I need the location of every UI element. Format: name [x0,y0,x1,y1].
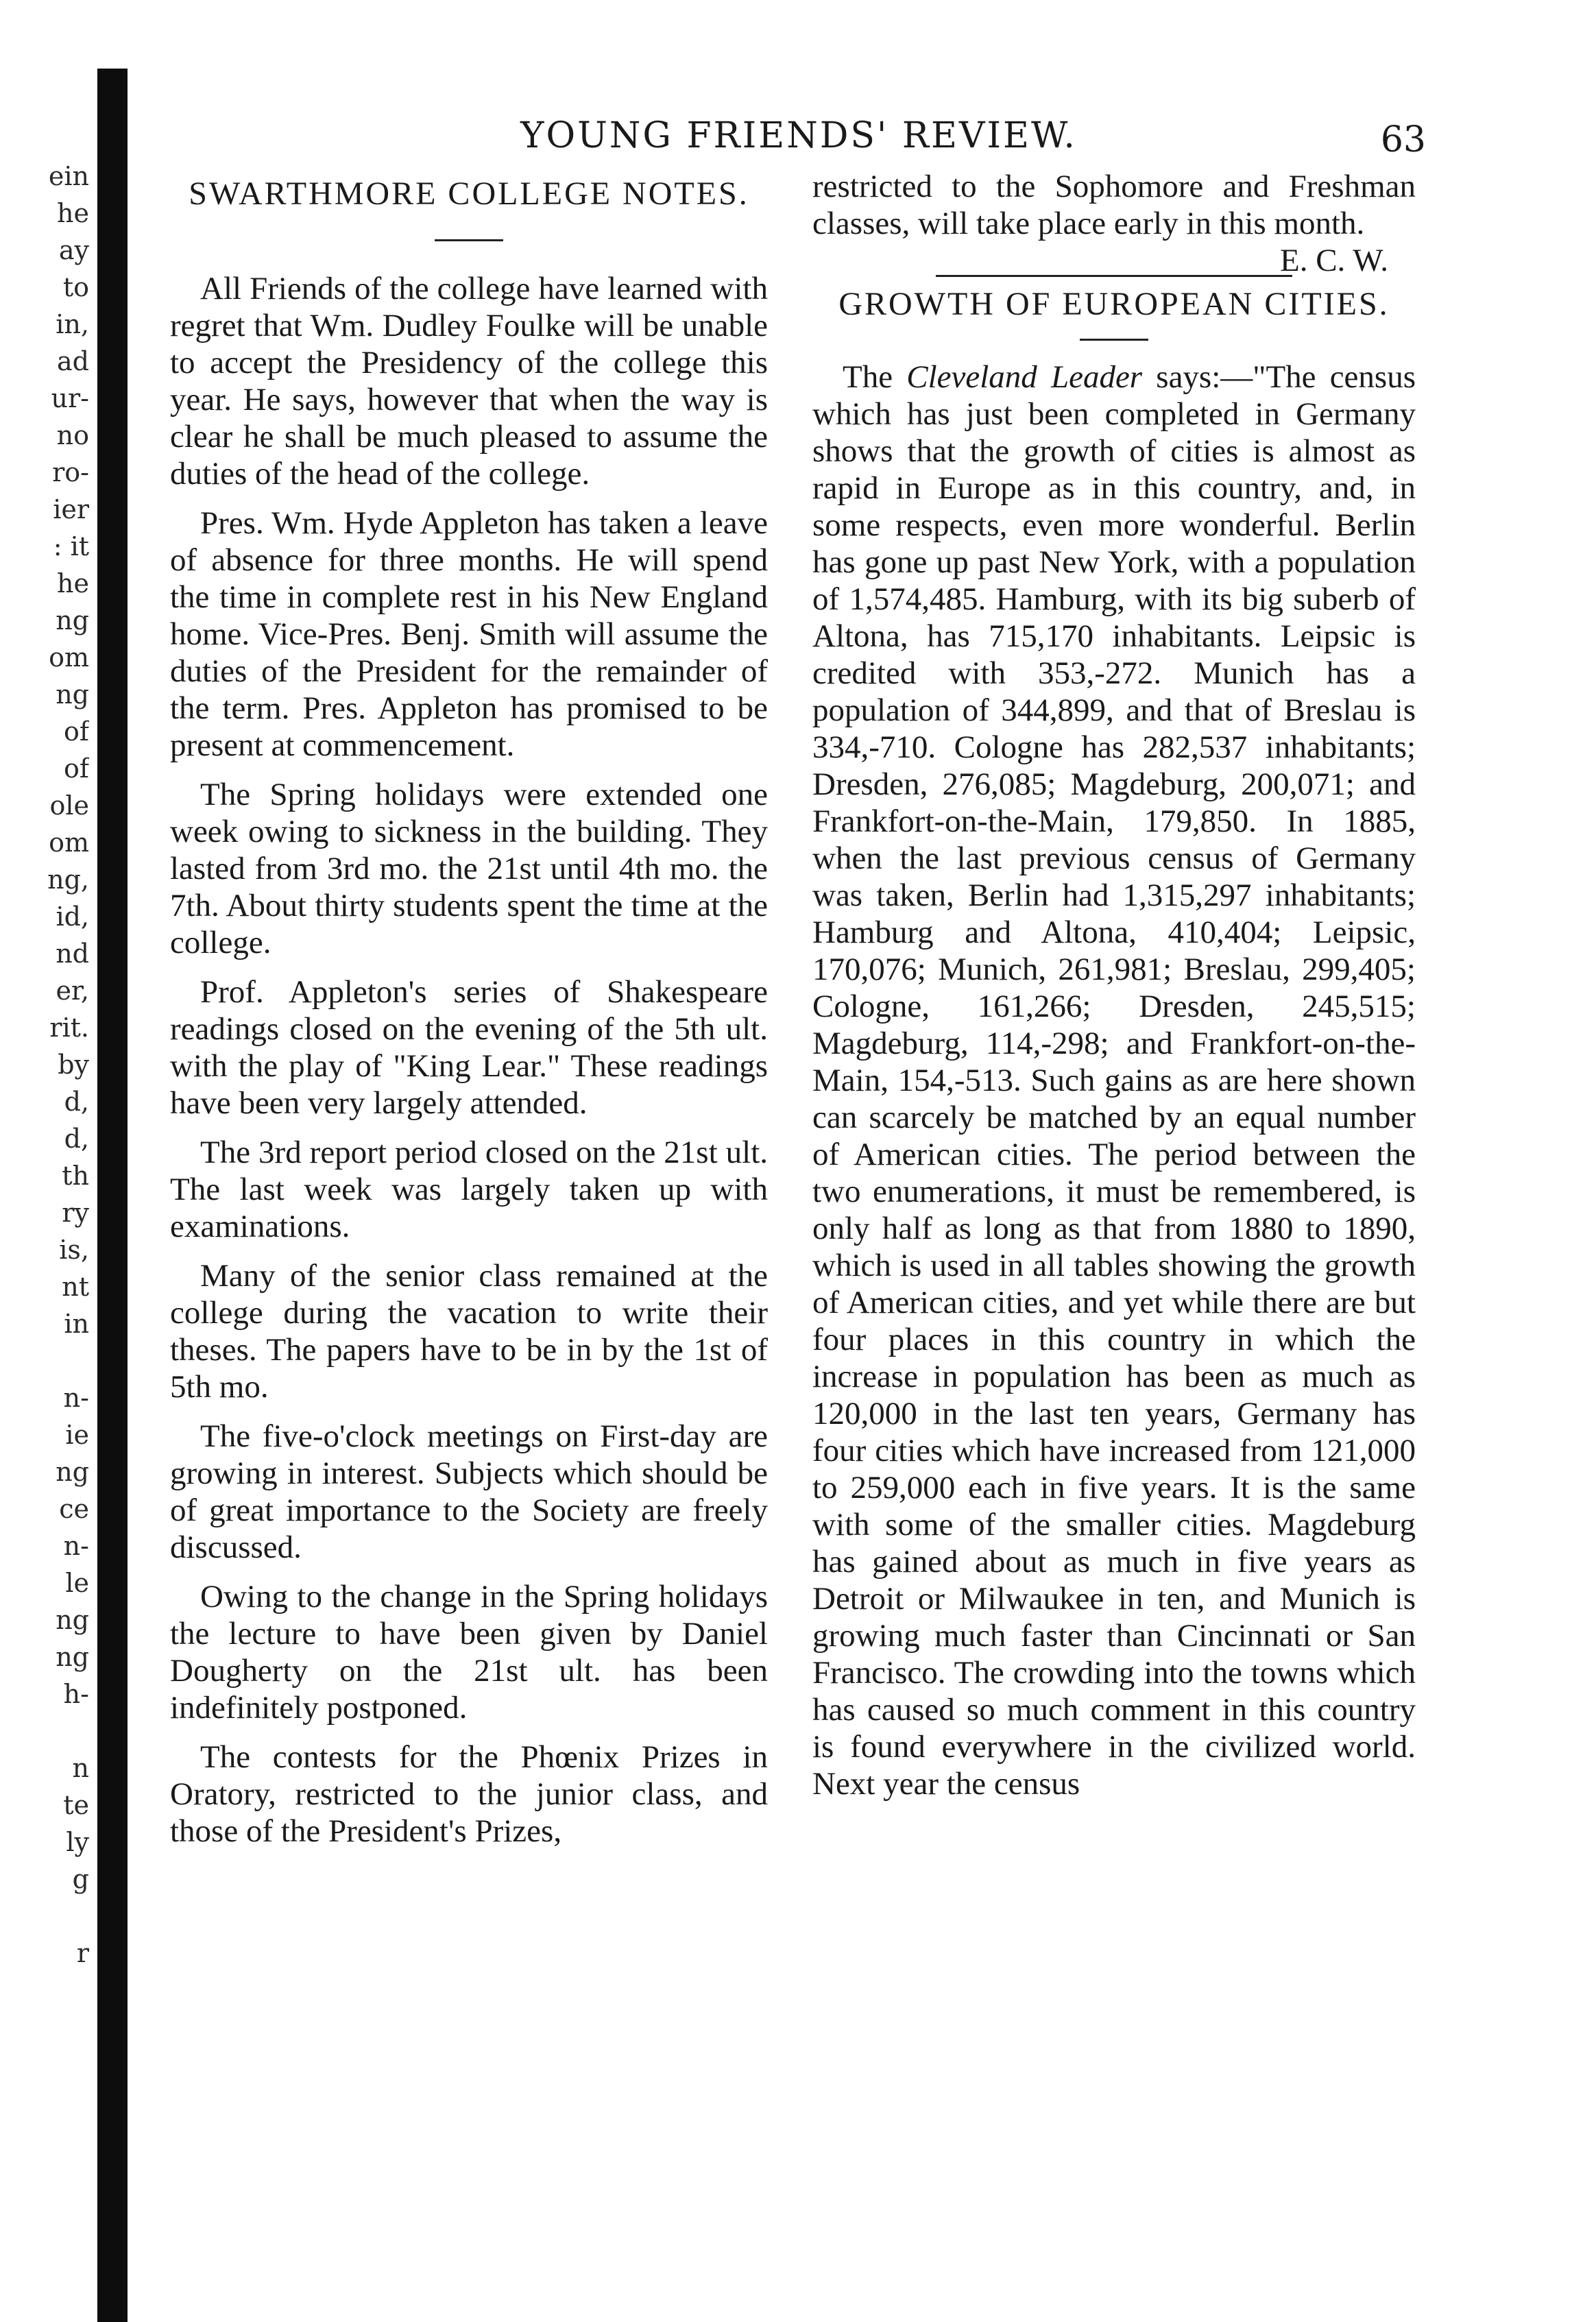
margin-fragment: om [49,642,89,673]
margin-fragment: ly [66,1827,89,1857]
facing-page-margin-text [0,158,89,2083]
margin-fragment [0,1342,89,1379]
margin-fragment: ole [49,790,89,821]
margin-fragment [0,1972,89,2009]
note-paragraph: The Spring holidays were extended one week owing to sickness in the building. They lasted from 3rd mo. the 21st until 4th mo. the 7th. About thirty students spent the time at the college. [170,777,768,960]
margin-fragment: he [57,198,89,228]
margin-fragment: te [63,1790,89,1820]
note-paragraph: The contests for the Phœnix Prizes in Oratory, restricted to the junior class, and those of the President's Prizes, [170,1739,768,1849]
margin-fragment: to [62,272,89,302]
margin-fragment: he [57,568,89,598]
margin-fragment: of [64,753,89,784]
note-paragraph: Owing to the change in the Spring holidays the lecture to have been given by Daniel Dougherty on the 21st ult. has been indefinitely postponed. [170,1579,768,1726]
margin-fragment: no [56,420,89,450]
margin-fragment: le [65,1568,89,1598]
margin-fragment [0,2009,89,2046]
margin-fragment: ng [56,605,89,636]
margin-fragment: of [64,716,89,747]
margin-fragment: ng [56,1457,89,1487]
margin-fragment: n- [63,1383,89,1413]
margin-fragment: in [64,1309,89,1339]
section-title-european-cities: GROWTH OF EUROPEAN CITIES. [838,286,1390,322]
margin-fragment: ad [57,346,89,376]
margin-fragment: ng, [47,864,89,895]
margin-fragment: h- [63,1679,89,1709]
margin-fragment: ur- [51,383,89,413]
page-number: 63 [1380,119,1426,160]
margin-fragment: ry [62,1198,89,1228]
continuation-text: restricted to the Sophomore and Freshman classes, will take place early in this month. [812,169,1416,241]
article-divider [936,275,1292,277]
margin-fragment: ro- [52,457,89,487]
college-notes-body [170,270,768,1850]
margin-fragment [0,2046,89,2083]
margin-fragment: ce [59,1494,89,1524]
margin-fragment: n [72,1753,89,1783]
left-column [170,168,768,1862]
note-paragraph: The five-o'clock meetings on First-day are growing in interest. Subjects which should be of great importance to the Society are freely discussed. [170,1418,768,1565]
binding-edge [97,69,128,2322]
margin-fragment: d, [64,1087,89,1117]
margin-fragment: id, [56,902,89,932]
margin-fragment [0,1713,89,1750]
page-header [171,115,1426,163]
journal-title: YOUNG FRIENDS' REVIEW. [520,115,1077,156]
note-paragraph: All Friends of the college have learned with regret that Wm. Dudley Foulke will be unable to accept the Presidency of the college this year. He says, however that when the way is clear he shall be much pleased to assume the duties of the head of the college. [170,271,768,492]
source-intro: The [843,359,907,395]
margin-fragment: nt [62,1272,89,1302]
note-paragraph: Pres. Wm. Hyde Appleton has taken a leave of absence for three months. He will spend the time in complete rest in his New England home. Vice-Pres. Benj. Smith will assume the duties of the President for the remainder of the term. Pres. Appleton has promised to be present at commencement. [170,505,768,763]
note-paragraph: Many of the senior class remained at the college during the vacation to write their theses. The papers have to be in by the 1st of 5th mo. [170,1258,768,1405]
margin-fragment: ay [58,235,89,265]
margin-fragment: nd [56,939,89,969]
margin-fragment: r [76,1938,89,1968]
note-paragraph: The 3rd report period closed on the 21st ult. The last week was largely taken up with examinations. [170,1135,768,1244]
author-signature: E. C. W. [1279,243,1388,278]
article-text: "The census which has just been completed in Germany shows that the growth of cities is almost as rapid in Europe as in this country, and, in some respects, even more wonderful. Berlin has gone up past New York, with a population of 1,574,485. Hamburg, with its big suberb of Altona, has 715,170 inhabitants. Leipsic is credited with 353,-272. Munich has a population of 344,899, and that of Breslau is 334,-710. Cologne has 282,537 inhabitants; Dresden, 276,085; Magdeburg, 200,071; and Frankfort-on-the-Main, 179,850. In 1885, when the last previous census of Germany was taken, Berlin had 1,315,297 inhabitants; Hamburg and Altona, 410,404; Leipsic, 170,076; Munich, 261,981; Breslau, 299,405; Cologne, 161,266; Dresden, 245,515; Magdeburg, 114,-298; and Frankfort-on-the-Main, 154,-513. Such gains as are here shown can scarcely be matched by an equal number of American cities. The period between the two enumerations, it must be remembered, is only half as long as that from 1880 to 1890, which is used in all tables showing the growth of American cities, and yet while there are but four places in this country in which the increase in population has been as much as 120,000 in the last ten years, Germany has four cities which have increased from 121,000 to 259,000 each in five years. It is the same with some of the smaller cities. Magdeburg has gained about as much in five years as Detroit or Milwaukee in ten, and Munich is growing much faster than Cincinnati or San Francisco. The crowding into the towns which has caused so much comment in this country is found everywhere in the civilized world. Next year the census [812,359,1416,1802]
margin-fragment: ng [56,679,89,710]
margin-fragment: d, [64,1124,89,1154]
margin-fragment: n- [63,1531,89,1561]
note-paragraph: Prof. Appleton's series of Shakespeare readings closed on the evening of the 5th ult. with the play of "King Lear." These readings have been very largely attended. [170,974,768,1121]
margin-fragment: by [58,1050,89,1080]
margin-fragment: g [72,1864,89,1894]
section-rule [435,239,503,241]
margin-fragment: in, [56,309,89,339]
continuation-paragraph [812,168,1416,278]
source-says: says:— [1142,359,1253,395]
margin-fragment: is, [59,1235,89,1265]
margin-fragment: rit. [49,1013,89,1043]
source-name: Cleveland Leader [906,359,1143,395]
margin-fragment: ier [53,494,89,524]
right-column [812,168,1416,1815]
margin-fragment: : it [53,531,89,561]
margin-fragment: ng [56,1642,89,1672]
margin-fragment: ie [65,1420,89,1450]
margin-fragment: th [62,1161,89,1191]
margin-fragment: om [49,827,89,858]
margin-fragment: ein [48,161,89,191]
article-paragraph [812,359,1416,1802]
margin-fragment [0,1898,89,1935]
section-rule [1080,339,1148,341]
section-title-college-notes: SWARTHMORE COLLEGE NOTES. [189,176,749,212]
margin-fragment: ng [56,1605,89,1635]
margin-fragment: er, [56,976,89,1006]
